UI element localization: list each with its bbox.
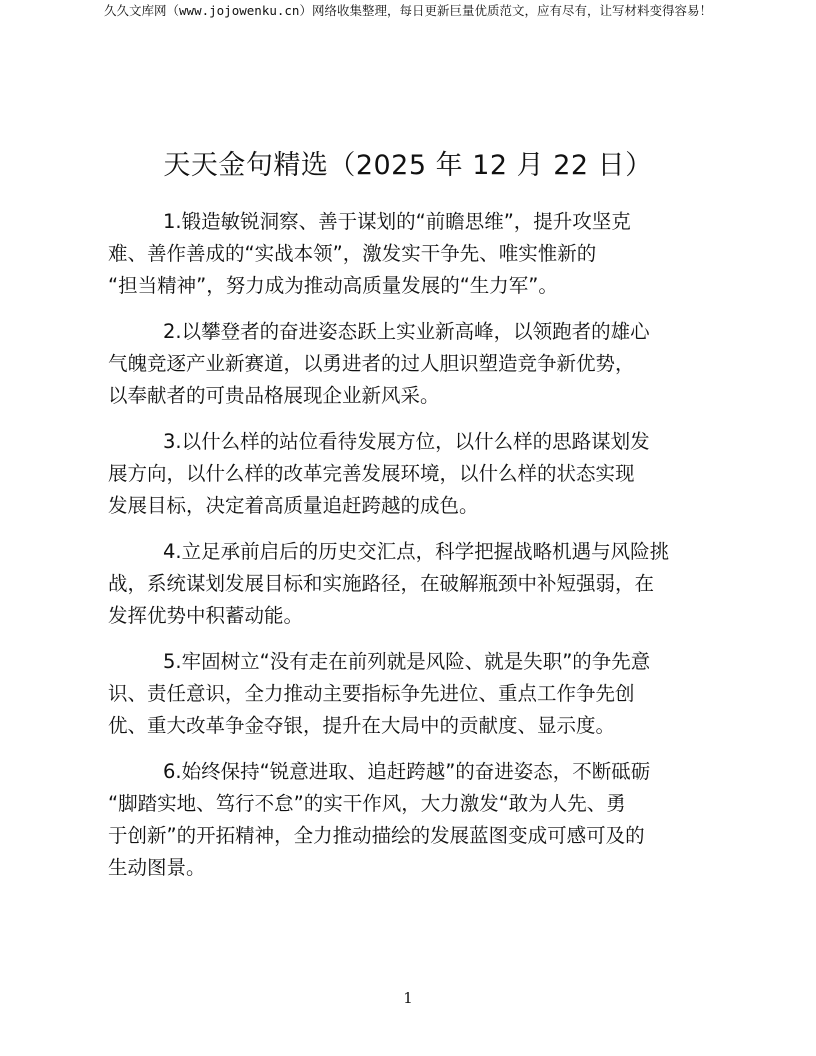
paragraph-line: 识、责任意识，全力推动主要指标争先进位、重点工作争先创 (108, 682, 635, 705)
page-number: 1 (403, 989, 413, 1007)
paragraph-5 (108, 646, 718, 742)
paragraph-4 (108, 536, 718, 632)
paragraph-line: “脚踏实地、笃行不怠”的实干作风，大力激发“敢为人先、勇 (108, 792, 626, 815)
paragraph-line: 展方向，以什么样的改革完善发展环境，以什么样的状态实现 (108, 462, 635, 485)
paragraph-line: 5.牢固树立“没有走在前列就是风险、就是失职”的争先意 (163, 650, 651, 673)
paragraph-line: 生动图景。 (108, 856, 206, 879)
paragraph-line: 战，系统谋划发展目标和实施路径，在破解瓶颈中补短强弱，在 (108, 572, 655, 595)
paragraph-6 (108, 756, 718, 884)
paragraph-line: 以奉献者的可贵品格展现企业新风采。 (108, 384, 440, 407)
paragraph-line: 3.以什么样的站位看待发展方位，以什么样的思路谋划发 (163, 430, 650, 453)
paragraph-1 (108, 206, 718, 302)
document-body (108, 206, 718, 898)
site-banner: 久久文库网（www.jojowenku.cn）网络收集整理，每日更新巨量优质范文，应有尽有，让写材料变得容易！ (104, 3, 712, 18)
paragraph-line: 发挥优势中积蓄动能。 (108, 604, 304, 627)
paragraph-line: 1.锻造敏锐洞察、善于谋划的“前瞻思维”，提升攻坚克 (163, 210, 631, 233)
paragraph-line: 优、重大改革争金夺银，提升在大局中的贡献度、显示度。 (108, 714, 616, 737)
paragraph-line: 2.以攀登者的奋进姿态跃上实业新高峰，以领跑者的雄心 (163, 320, 650, 343)
paragraph-line: 4.立足承前启后的历史交汇点，科学把握战略机遇与风险挑 (163, 540, 670, 563)
paragraph-line: “担当精神”，努力成为推动高质量发展的“生力军”。 (108, 274, 558, 297)
paragraph-line: 难、善作善成的“实战本领”，激发实干争先、唯实惟新的 (108, 242, 597, 265)
document-title: 天天金句精选（2025 年 12 月 22 日） (163, 150, 653, 181)
paragraph-3 (108, 426, 718, 522)
paragraph-line: 气魄竞逐产业新赛道，以勇进者的过人胆识塑造竞争新优势， (108, 352, 635, 375)
paragraph-2 (108, 316, 718, 412)
paragraph-line: 于创新”的开拓精神，全力推动描绘的发展蓝图变成可感可及的 (108, 824, 645, 847)
paragraph-line: 发展目标，决定着高质量追赶跨越的成色。 (108, 494, 479, 517)
paragraph-line: 6.始终保持“锐意进取、追赶跨越”的奋进姿态，不断砥砺 (163, 760, 651, 783)
